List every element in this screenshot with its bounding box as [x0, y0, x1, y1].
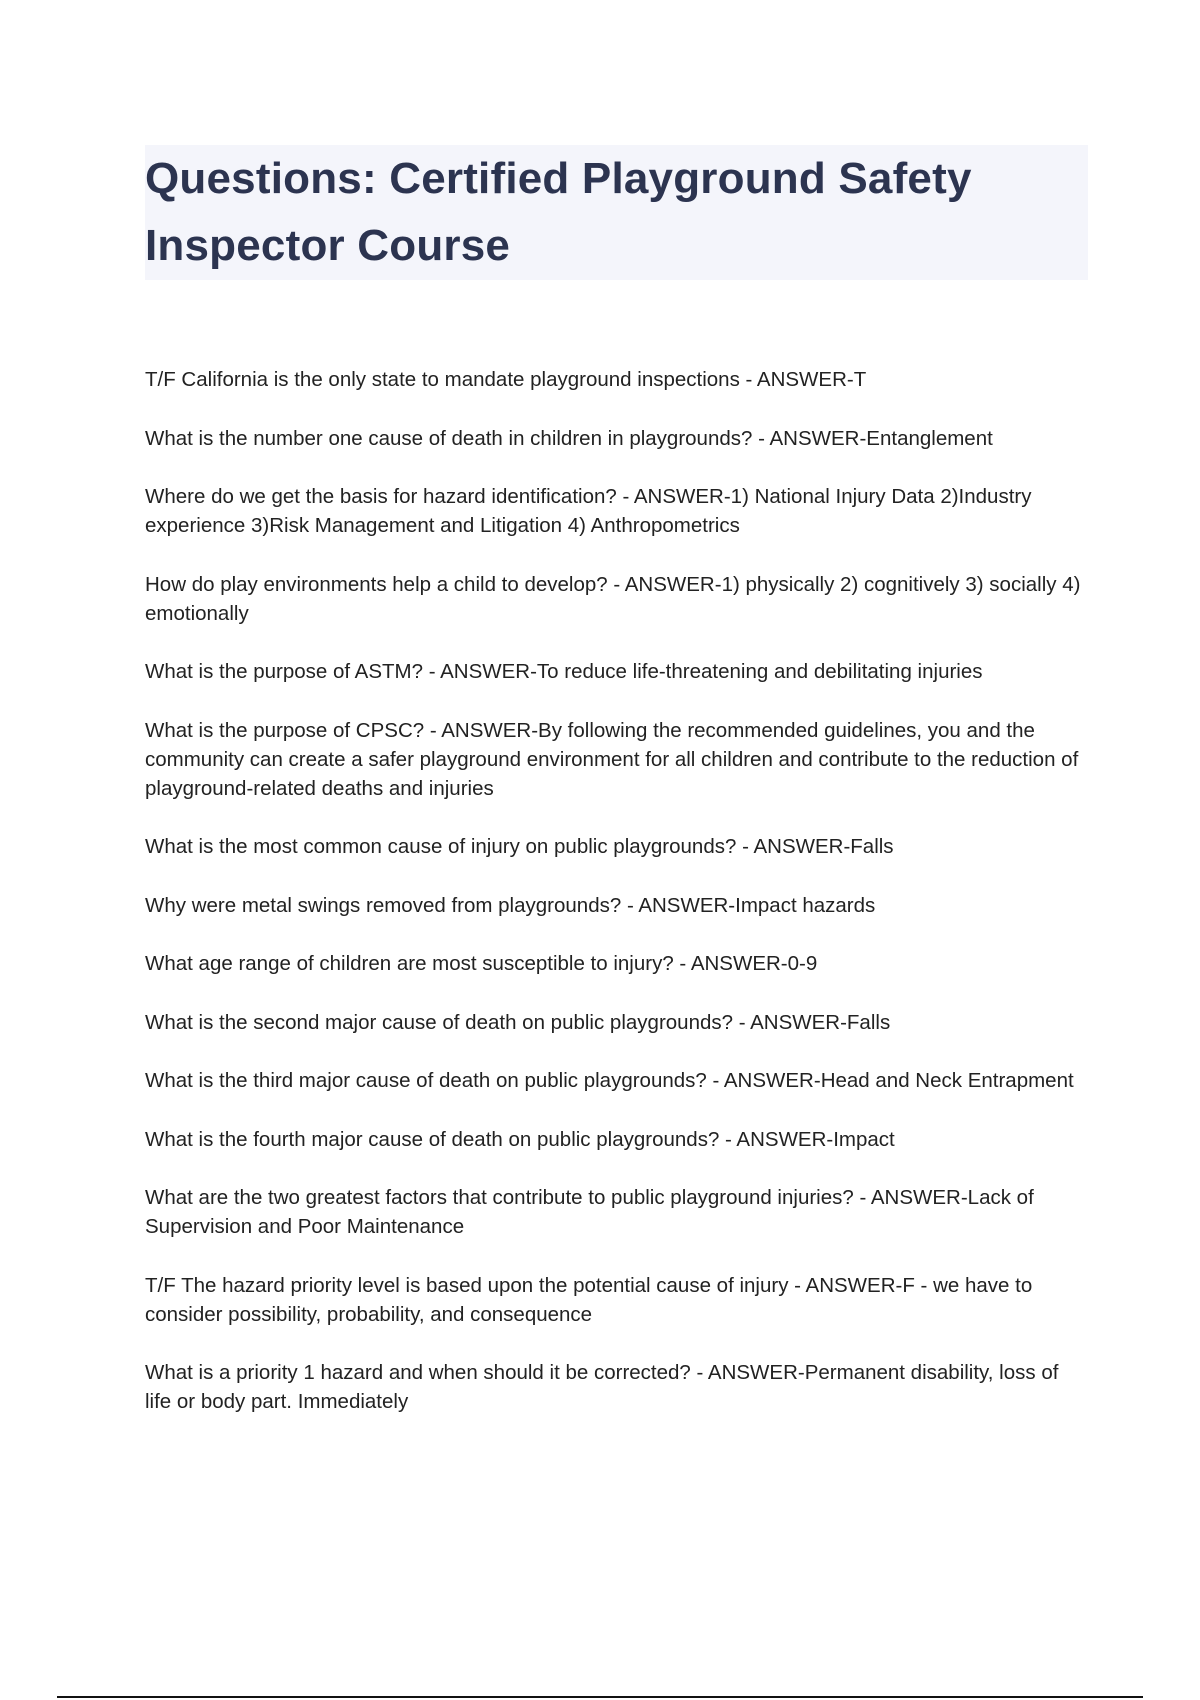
qa-item: T/F California is the only state to mandate playground inspections - ANSWER-T — [145, 368, 867, 391]
qa-list — [145, 365, 1090, 1446]
qa-item: What is the second major cause of death on public playgrounds? - ANSWER-Falls — [145, 1010, 891, 1034]
qa-item: What is the fourth major cause of death on public playgrounds? - ANSWER-Impact — [145, 1127, 895, 1151]
qa-item: What age range of children are most susceptible to injury? - ANSWER-0-9 — [145, 952, 818, 975]
qa-item: T/F The hazard priority level is based upon the potential cause of injury - ANSWER-F - we have to consider possibility, probability, and consequence — [145, 1273, 1033, 1326]
qa-item: How do play environments help a child to develop? - ANSWER-1) physically 2) cognitively 3) socially 4) emotionally — [145, 572, 1081, 625]
qa-item: What is the number one cause of death in children in playgrounds? - ANSWER-Entanglement — [145, 426, 993, 450]
title-banner — [145, 145, 1088, 280]
qa-item: Why were metal swings removed from playgrounds? - ANSWER-Impact hazards — [145, 893, 876, 917]
footer-divider — [57, 1696, 1143, 1698]
qa-item: Where do we get the basis for hazard identification? - ANSWER-1) National Injury Data 2)Industry experience 3)Risk Management and Litigation 4) Anthropometrics — [145, 485, 1032, 537]
qa-item: What is the purpose of ASTM? - ANSWER-To reduce life-threatening and debilitating injuries — [145, 660, 983, 683]
qa-item: What are the two greatest factors that contribute to public playground injuries? - ANSWER-Lack of Supervision and Poor Maintenance — [145, 1186, 1034, 1238]
qa-item: What is the purpose of CPSC? - ANSWER-By following the recommended guidelines, you and the community can create a safer playground environment for all children and contribute to the reduction of playground-related deaths and injuries — [145, 718, 1079, 800]
qa-item: What is the third major cause of death on public playgrounds? - ANSWER-Head and Neck Entrapment — [145, 1069, 1074, 1092]
qa-item: What is the most common cause of injury on public playgrounds? - ANSWER-Falls — [145, 835, 894, 858]
qa-item: What is a priority 1 hazard and when should it be corrected? - ANSWER-Permanent disability, loss of life or body part. Immediately — [145, 1361, 1059, 1413]
page-title: Questions: Certified Playground Safety Inspector Course — [145, 154, 972, 270]
